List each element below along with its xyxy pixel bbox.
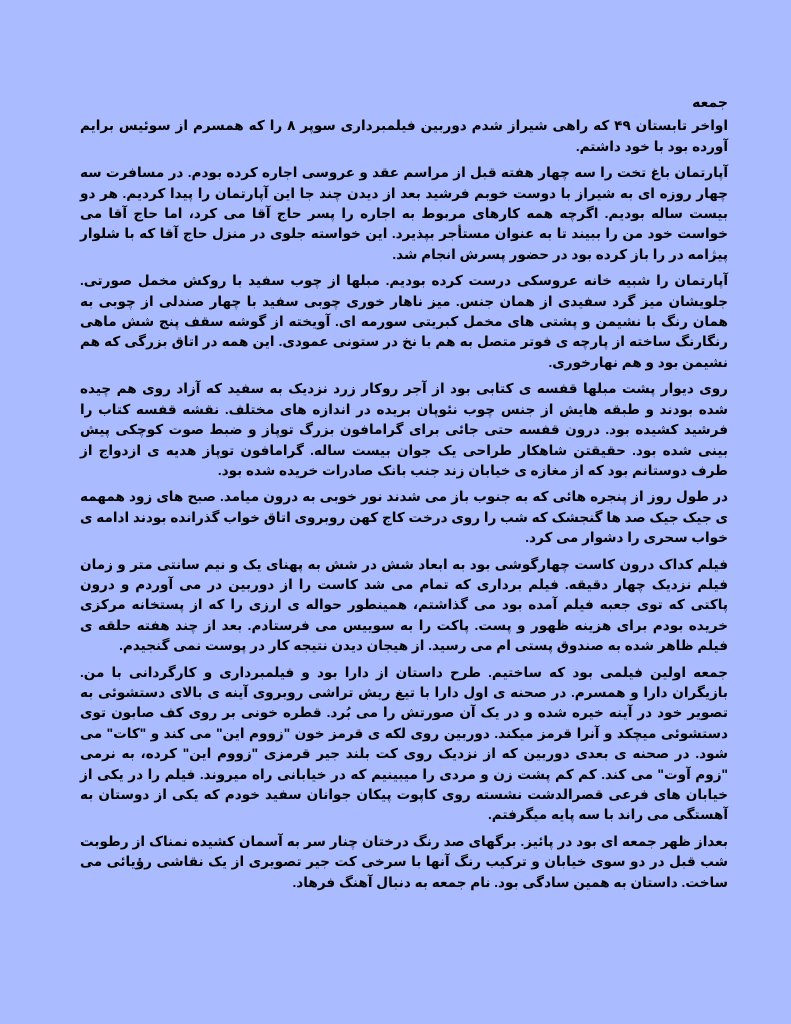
paragraph-1: اواخر تابستان ۴۹ که راهی شیراز شدم دوربین فیلمبرداری سوپر ۸ را که همسرم از سوئیس برایم آورده بود با خود داشتم. — [80, 118, 728, 154]
paragraph-2: آپارتمان باغ تخت را سه چهار هفته قبل از مراسم عقد و عروسی اجاره کرده بودم. در مسافرت سه چهار روزه ای به شیراز با دوست خوبم فرشید بعد از دیدن چند جا این آپارتمان را پیدا کردیم. هر دو بیست ساله بودیم. اگرچه همه کارهای مربوط به اجاره را پسر حاج آقا می کرد، اما حاج آقا می خواست خود من را ببیند تا به عنوان مستأجر بپذیرد. این خواسته جلوی در منزل حاج آقا که با شلوار پیژامه در را باز کرده بود در حضور پسرش انجام شد. — [80, 165, 728, 262]
paragraph-4: روی دیوار پشت مبلها قفسه ی کتابی بود از آجر روکار زرد نزدیک به سفید که آزاد روی هم چیده شده بودند و طبقه هایش از جنس چوب نئوپان بریده در اندازه های مختلف. نقشه قفسه کتاب را فرشید کشیده بود. درون قفسه حتی جائی برای گرامافون بزرگ توپاز و ضبط صوت کوچکی پیش بینی شده بود. حقیقتن شاهکار طراحی یک جوان بیست ساله. گرامافون توپاز هدیه ی ازدواج از طرف دوستانم بود که از مغازه ی خیابان زند جنب بانک صادرات خریده شده بود. — [80, 381, 728, 478]
paragraph-7: جمعه اولین فیلمی بود که ساختیم. طرح داستان از دارا بود و فیلمبرداری و کارگردانی با من. بازیگران دارا و همسرم. در صحنه ی اول دارا با تیغ ریش تراشی روبروی آینه ی بالای دستشوئی به تصویر خود در آینه خیره شده و در یک آن صورتش را می بُرد. قطره خونی بر روی کف صابون توی دستشوئی میچکد و آنرا قرمز میکند. دوربین روی لکه ی قرمز خون "زووم این" می کند و "کات" می شود. در صحنه ی بعدی دوربین که از نزدیک روی کت بلند جیر قرمزی "زووم این" کرده، به نرمی "زوم آوت" می کند. کم کم پشت زن و مردی را میبینیم که در خیابانی راه میروند. فیلم را در یکی از خیابان های فرعی قصرالدشت نشسته روی کاپوت پیکان جوانان سفید خودم که یکی از دوستان به آهستگی می راند با سه پایه میگرفتم. — [80, 664, 728, 823]
paragraph-6: فیلم کداک درون کاست چهارگوشی بود به ابعاد شش در شش به پهنای یک و نیم سانتی متر و زمان فیلم نزدیک چهار دقیقه. فیلم برداری که تمام می شد کاست را از دوربین در می آوردم و درون پاکتی که توی جعبه فیلم آمده بود می گذاشتم، همینطور حواله ی ارزی را که از پستخانه مرکزی خریده بودم برای هزینه ظهور و پست. پاکت را به سوییس می فرستادم. بعد از چند هفته حلقه ی فیلم ظاهر شده به صندوق پستی ام می رسید. از هیجان دیدن نتیجه کار در پوست نمی گنجیدم. — [80, 556, 728, 654]
document-title: جمعه — [692, 94, 728, 110]
paragraph-5: در طول روز از پنجره هائی که به جنوب باز می شدند نور خوبی به درون میامد. صبح های زود همهمه ی جیک جیک صد ها گنجشک که شب را روی درخت کاج کهن روبروی اتاق خواب گذرانده بودند ادامه ی خواب سحری را دشوار می کرد. — [80, 489, 728, 546]
document-page — [80, 92, 728, 899]
paragraph-3: آپارتمان را شبیه خانه عروسکی درست کرده بودیم. مبلها از چوب سفید با روکش مخمل صورتی. جلویشان میز گرد سفیدی از همان جنس. میز ناهار خوری چوبی سفید با چهار صندلی از چوبی به همان رنگ با نشیمن و پشتی های مخمل کبریتی سورمه ای. آویخته از گوشه سقف پنج شش ماهی رنگارنگ ساخته از پارچه ی فوتر متصل به هم با نخ در ستونی عمودی. این همه در اتاق بزرگی که هم نشیمن بود و هم نهارخوری. — [80, 273, 728, 370]
paragraph-8: بعداز ظهر جمعه ای بود در پائیز. برگهای صد رنگ درختان چنار سر به آسمان کشیده نمناک از رطوبت شب قبل در دو سوی خیابان و ترکیب رنگ آنها با سرخی کت جیر تصویری از یک نقاشی رؤیائی می ساخت. داستان به همین سادگی بود. نام جمعه به دنبال آهنگ فرهاد. — [80, 833, 728, 890]
